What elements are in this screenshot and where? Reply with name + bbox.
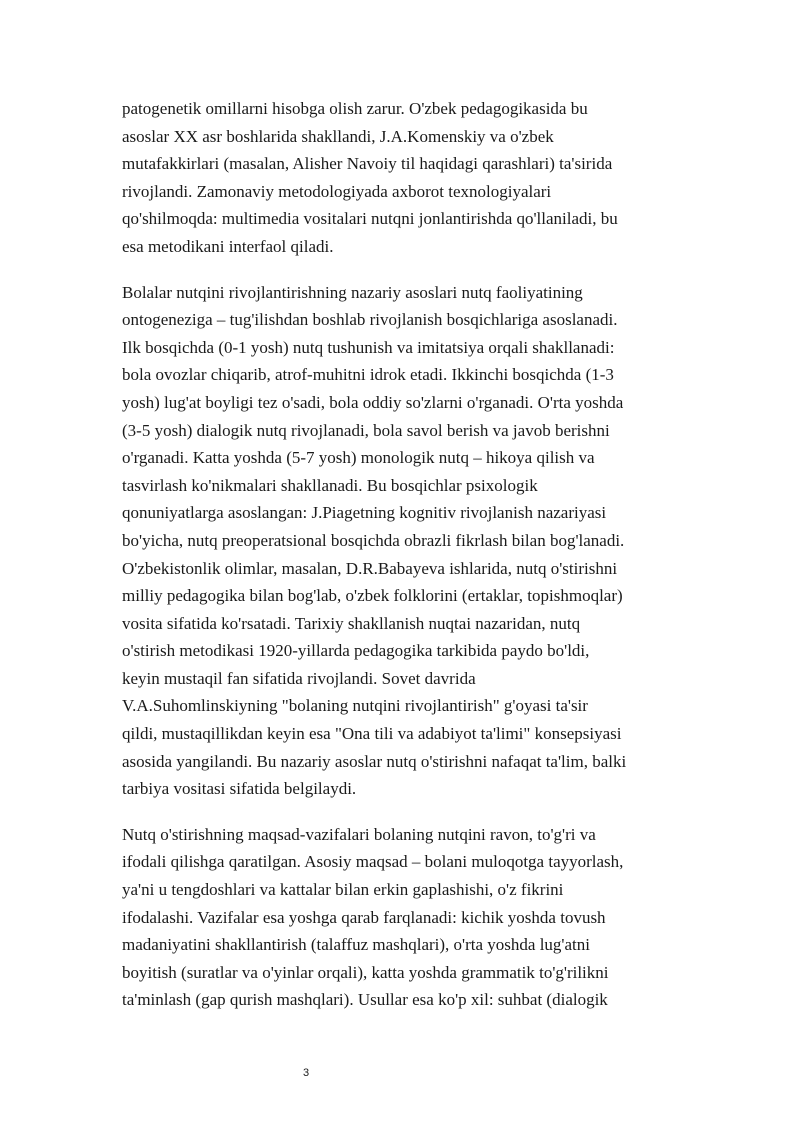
paragraph — [122, 821, 678, 1014]
text-line: ta'minlash (gap qurish mashqlari). Usullar esa ko'p xil: suhbat (dialogik — [122, 990, 608, 1010]
text-line: Ilk bosqichda (0-1 yosh) nutq tushunish va imitatsiya orqali shakllanadi: — [122, 337, 615, 357]
text-line: asoslar XX asr boshlarida shakllandi, J.A.Komenskiy va o'zbek — [122, 126, 554, 146]
page-number: 3 — [302, 1067, 310, 1079]
text-line: ifodalashi. Vazifalar esa yoshga qarab farqlanadi: kichik yoshda tovush — [122, 907, 606, 927]
text-line: milliy pedagogika bilan bog'lab, o'zbek folklorini (ertaklar, topishmoqlar) — [122, 586, 623, 606]
text-line: patogenetik omillarni hisobga olish zarur. O'zbek pedagogikasida bu — [122, 99, 588, 118]
text-line: bola ovozlar chiqarib, atrof-muhitni idrok etadi. Ikkinchi bosqichda (1-3 — [122, 365, 614, 385]
text-line: boyitish (suratlar va o'yinlar orqali), katta yoshda grammatik to'g'rilikni — [122, 962, 609, 982]
text-line: mutafakkirlari (masalan, Alisher Navoiy til haqidagi qarashlari) ta'sirida — [122, 154, 613, 174]
text-line: ifodali qilishga qaratilgan. Asosiy maqsad – bolani muloqotga tayyorlash, — [122, 852, 624, 872]
paragraph — [122, 279, 678, 803]
text-line: vosita sifatida ko'rsatadi. Tarixiy shakllanish nuqtai nazaridan, nutq — [122, 613, 581, 633]
document-body — [122, 95, 678, 1032]
text-line: O'zbekistonlik olimlar, masalan, D.R.Babayeva ishlarida, nutq o'stirishni — [122, 558, 618, 578]
text-line: Nutq o'stirishning maqsad-vazifalari bolaning nutqini ravon, to'g'ri va — [122, 824, 596, 844]
text-line: madaniyatini shakllantirish (talaffuz mashqlari), o'rta yoshda lug'atni — [122, 935, 590, 955]
text-line: qo'shilmoqda: multimedia vositalari nutqni jonlantirishda qo'llaniladi, bu — [122, 209, 618, 229]
paragraph — [122, 95, 678, 261]
text-line: ontogeneziga – tug'ilishdan boshlab rivojlanish bosqichlariga asoslanadi. — [122, 310, 618, 330]
text-line: esa metodikani interfaol qiladi. — [122, 236, 334, 256]
text-line: (3-5 yosh) dialogik nutq rivojlanadi, bola savol berish va javob berishni — [122, 420, 610, 440]
text-line: keyin mustaqil fan sifatida rivojlandi. Sovet davrida — [122, 668, 476, 688]
text-line: Bolalar nutqini rivojlantirishning nazariy asoslari nutq faoliyatining — [122, 282, 583, 302]
text-line: o'rganadi. Katta yoshda (5-7 yosh) monologik nutq – hikoya qilish va — [122, 448, 595, 468]
text-line: ya'ni u tengdoshlari va kattalar bilan erkin gaplashishi, o'z fikrini — [122, 880, 564, 900]
text-line: tarbiya vositasi sifatida belgilaydi. — [122, 779, 357, 799]
text-line: qildi, mustaqillikdan keyin esa "Ona tili va adabiyot ta'limi" konsepsiyasi — [122, 724, 622, 744]
text-line: V.A.Suhomlinskiyning "bolaning nutqini rivojlantirish" g'oyasi ta'sir — [122, 696, 588, 716]
text-line: yosh) lug'at boyligi tez o'sadi, bola oddiy so'zlarni o'rganadi. O'rta yoshda — [122, 392, 624, 412]
text-line: tasvirlash ko'nikmalari shakllanadi. Bu bosqichlar psixologik — [122, 475, 538, 495]
text-line: o'stirish metodikasi 1920-yillarda pedagogika tarkibida paydo bo'ldi, — [122, 641, 590, 661]
text-line: asosida yangilandi. Bu nazariy asoslar nutq o'stirishni nafaqat ta'lim, balki — [122, 751, 627, 771]
text-line: qonuniyatlarga asoslangan: J.Piagetning kognitiv rivojlanish nazariyasi — [122, 503, 607, 523]
text-line: rivojlandi. Zamonaviy metodologiyada axborot texnologiyalari — [122, 181, 552, 201]
text-line: bo'yicha, nutq preoperatsional bosqichda obrazli fikrlash bilan bog'lanadi. — [122, 530, 625, 550]
